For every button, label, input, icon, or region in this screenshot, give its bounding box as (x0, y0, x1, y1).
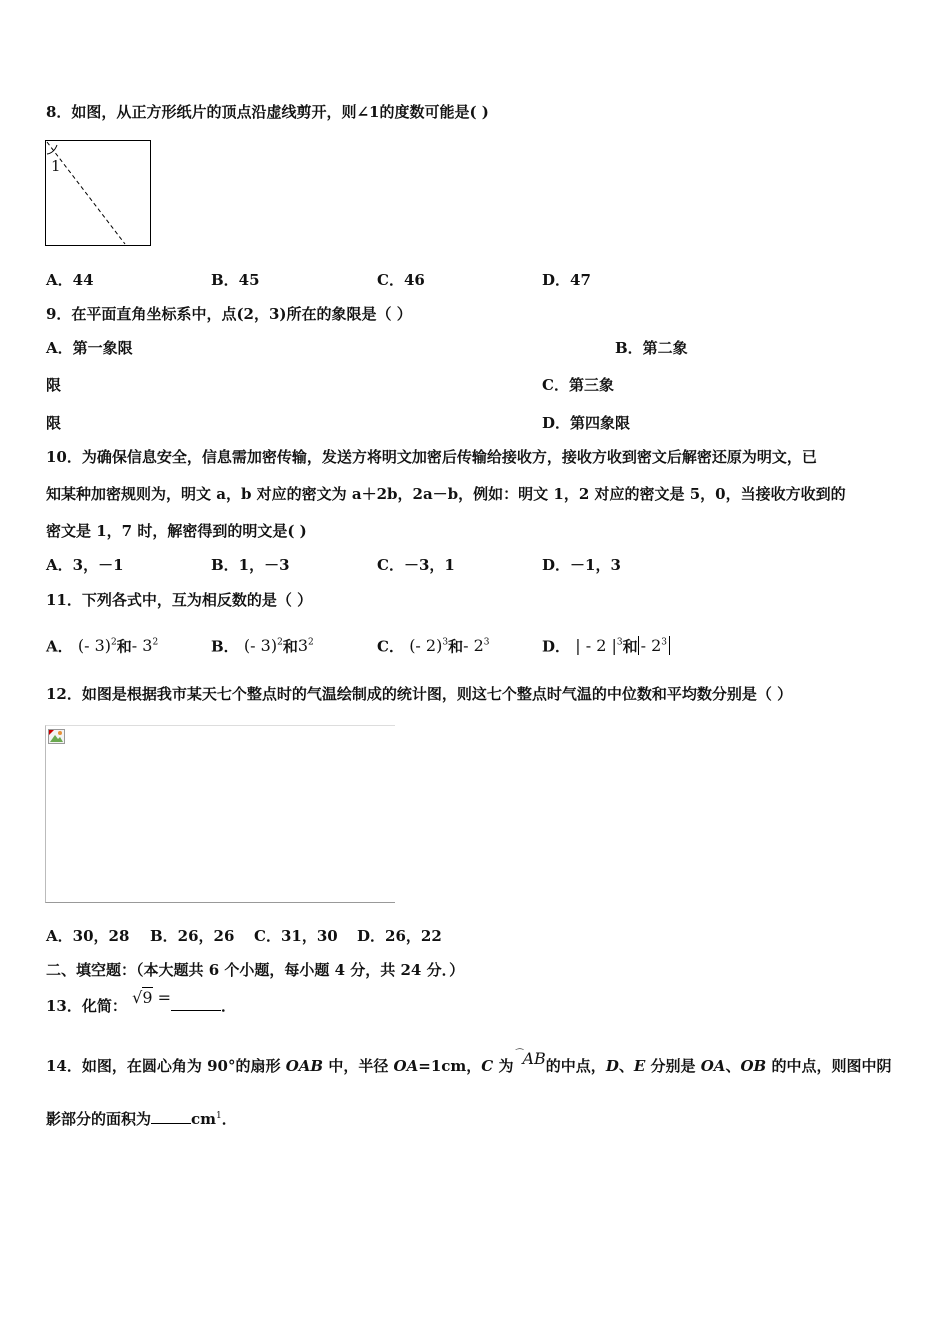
q11-option-d (542, 633, 670, 656)
q10-option-b: B．1，－3 (211, 556, 290, 574)
q11-b-and: 和 (282, 637, 298, 656)
q9-option-b: B．第二象 (615, 339, 688, 357)
q11-option-c (377, 633, 490, 656)
q9-option-a: A．第一象限 (46, 339, 133, 357)
q11-b-expr1: (- 3)$^2$ (243, 636, 283, 656)
q14-line1: 14．如图，在圆心角为 90°的扇形 OAB 中，半径 OA=1cm，C 为⌒AB的中点，D、E 分别是 OA、OB 的中点，则图中阴 (46, 1049, 892, 1075)
q8-angle-label: 1 (51, 157, 61, 175)
q14-answer-blank[interactable] (151, 1109, 191, 1124)
q11-option-a-label: A． (46, 637, 73, 656)
q9-stem: 9．在平面直角坐标系中，点(2，3)所在的象限是（ ） (46, 305, 412, 323)
q8-option-c: C．46 (377, 271, 425, 289)
q10-line2: 知某种加密规则为，明文 a，b 对应的密文为 a＋2b，2a－b，例如：明文 1，2 对应的密文是 5，0，当接收方收到的 (46, 485, 846, 503)
q12-option-b: B．26，26 (150, 927, 235, 945)
q8-option-d: D．47 (542, 271, 591, 289)
q11-a-and: 和 (116, 637, 132, 656)
q11-b-expr2: $3^2$ (297, 636, 314, 656)
q8-diagonal-line (45, 140, 151, 246)
broken-image-icon (48, 729, 65, 744)
q9-option-d: D．第四象限 (542, 414, 631, 432)
q9-line3-left: 限 (46, 414, 62, 432)
q11-a-expr1: (- 3)$^2$ (77, 636, 117, 656)
q9-option-c: C．第三象 (542, 376, 614, 394)
q11-stem: 11．下列各式中，互为相反数的是（ ） (46, 591, 313, 609)
q8-option-a: A．44 (46, 271, 94, 289)
q10-option-a: A．3，－1 (46, 556, 124, 574)
q11-c-expr1: (- 2)$^3$ (409, 636, 449, 656)
q13-line (46, 988, 237, 1016)
q11-d-expr1: | - 2 $|^3$ (575, 636, 623, 656)
q13-prefix: 13．化简： (46, 997, 127, 1015)
q11-option-d-label: D． (542, 637, 571, 656)
q13-suffix: ． (221, 997, 237, 1015)
q11-option-a (46, 633, 158, 656)
q11-c-and: 和 (448, 637, 464, 656)
q8-option-b: B．45 (211, 271, 260, 289)
q11-c-expr2: - $2^3$ (463, 636, 490, 656)
q8-stem: 8．如图，从正方形纸片的顶点沿虚线剪开，则∠1的度数可能是( ) (46, 103, 489, 121)
q10-option-d: D．－1，3 (542, 556, 621, 574)
q11-d-expr2: - $2^3$ (638, 636, 670, 655)
q12-option-a: A．30，28 (46, 927, 130, 945)
q13-sqrt: √9 = (132, 988, 171, 1007)
q13-answer-blank[interactable] (171, 996, 221, 1011)
q11-d-and: 和 (622, 637, 638, 656)
q11-option-b (211, 633, 314, 656)
q11-a-expr2: - $3^2$ (131, 636, 159, 656)
q12-chart-placeholder (45, 725, 395, 903)
q12-stem: 12．如图是根据我市某天七个整点时的气温绘制成的统计图，则这七个整点时气温的中位数和平均数分别是（ ） (46, 685, 793, 703)
q10-line3: 密文是 1，7 时，解密得到的明文是( ) (46, 522, 307, 540)
section2-title: 二、填空题：（本大题共 6 个小题，每小题 4 分，共 24 分．） (46, 961, 465, 979)
q10-line1: 10．为确保信息安全，信息需加密传输，发送方将明文加密后传输给接收方，接收方收到密文后解密还原为明文，已 (46, 448, 817, 466)
q10-option-c: C．－3，1 (377, 556, 455, 574)
q11-option-b-label: B． (211, 637, 239, 656)
q8-square-figure (45, 140, 151, 246)
q11-option-c-label: C． (377, 637, 404, 656)
q9-line2-left: 限 (46, 376, 62, 394)
q14-arc-ab: ⌒AB (513, 1049, 546, 1068)
q12-option-d: D．26，22 (357, 927, 442, 945)
q12-option-c: C．31，30 (254, 927, 338, 945)
q14-line2: 影部分的面积为 $cm^1$． (46, 1110, 237, 1128)
